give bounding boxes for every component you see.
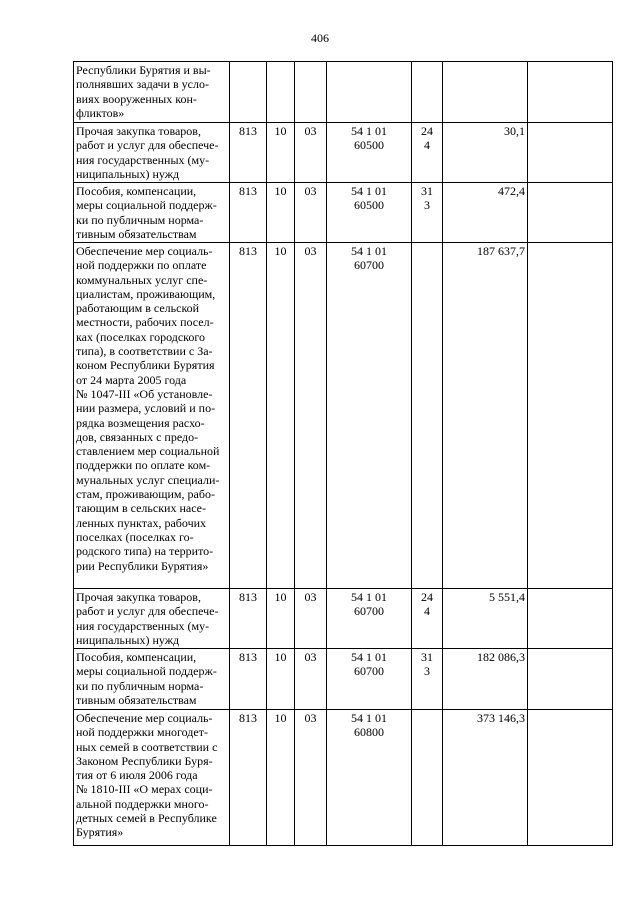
name-line: циалистам, проживающим, — [76, 286, 216, 301]
name-line: ниципальных) нужд — [76, 632, 180, 647]
name-line: стам, проживающим, рабо- — [76, 487, 215, 502]
name-line: от 24 марта 2005 года — [76, 372, 187, 387]
name-line: Пособия, компенсации, — [76, 650, 197, 664]
name-line: мунальных услуг специали- — [76, 472, 220, 487]
cell-subsection-code: 03 — [295, 589, 327, 649]
name-line: меры социальной поддерж- — [76, 664, 217, 679]
name-line: коммунальных услуг спе- — [76, 272, 208, 287]
cell-target-article — [327, 62, 412, 123]
expense-line: 24 — [421, 590, 433, 604]
cell-subsection-code: 03 — [295, 123, 327, 183]
name-line: работ и услуг для обеспече- — [76, 604, 219, 619]
expense-line: 24 — [421, 124, 433, 138]
name-line: рии Республики Бурятия» — [76, 558, 209, 573]
table-row — [74, 243, 613, 589]
cell-section-code — [267, 62, 295, 123]
name-line: Республики Бурятия и вы- — [76, 63, 211, 77]
name-line: виях вооруженных кон- — [76, 91, 197, 106]
cell-name — [74, 62, 230, 123]
article-line: 60500 — [354, 138, 384, 153]
name-line: ки по публичным норма- — [76, 678, 204, 693]
name-line: Прочая закупка товаров, — [76, 124, 201, 138]
article-line: 60700 — [354, 664, 384, 679]
article-line: 54 1 01 — [351, 184, 387, 198]
cell-subsection-code: 03 — [295, 710, 327, 846]
article-line: 54 1 01 — [351, 124, 387, 138]
cell-section-code: 10 — [267, 589, 295, 649]
name-line: ниципальных) нужд — [76, 166, 180, 181]
cell-ministry-code: 813 — [230, 183, 267, 243]
name-line: ния государственных (му- — [76, 152, 210, 167]
cell-extra — [528, 649, 613, 710]
name-line: тивным обязательствам — [76, 226, 197, 241]
cell-section-code: 10 — [267, 123, 295, 183]
name-line: № 1047-III «Об установле- — [76, 386, 213, 401]
article-line: 60500 — [354, 198, 384, 213]
cell-ministry-code: 813 — [230, 710, 267, 846]
cell-extra — [528, 710, 613, 846]
table-body — [74, 62, 613, 846]
expense-line: 31 — [421, 650, 433, 664]
name-line: работ и услуг для обеспече- — [76, 138, 219, 153]
cell-name — [74, 649, 230, 710]
name-line: ленных пунктах, рабочих — [76, 515, 207, 530]
cell-section-code: 10 — [267, 183, 295, 243]
article-line: 54 1 01 — [351, 244, 387, 258]
name-line: Бурятия» — [76, 825, 124, 840]
cell-name — [74, 183, 230, 243]
cell-expense-type — [412, 710, 443, 846]
cell-ministry-code: 813 — [230, 649, 267, 710]
expense-line: 31 — [421, 184, 433, 198]
cell-target-article — [327, 649, 412, 710]
cell-ministry-code: 813 — [230, 589, 267, 649]
cell-expense-type — [412, 589, 443, 649]
expense-line: 4 — [424, 138, 430, 153]
cell-amount: 373 146,3 — [443, 710, 528, 846]
cell-section-code: 10 — [267, 243, 295, 589]
name-line: тающим в сельских насе- — [76, 501, 206, 516]
cell-extra — [528, 62, 613, 123]
table-row — [74, 123, 613, 183]
table-row — [74, 183, 613, 243]
name-line: ной поддержки по оплате — [76, 258, 207, 273]
name-line: альной поддержки много- — [76, 796, 209, 811]
name-line: № 1810-III «О мерах соци- — [76, 782, 213, 797]
cell-target-article — [327, 589, 412, 649]
name-line: меры социальной поддерж- — [76, 198, 217, 213]
name-line: рядка возмещения расхо- — [76, 415, 205, 430]
name-line: Пособия, компенсации, — [76, 184, 197, 198]
cell-name — [74, 710, 230, 846]
name-line: коном Республики Бурятия — [76, 358, 215, 373]
budget-table — [73, 61, 613, 846]
cell-amount: 5 551,4 — [443, 589, 528, 649]
name-line: поддержки по оплате ком- — [76, 458, 211, 473]
cell-name — [74, 123, 230, 183]
cell-expense-type — [412, 123, 443, 183]
cell-extra — [528, 183, 613, 243]
article-line: 60800 — [354, 725, 384, 740]
name-line: Законом Республики Буря- — [76, 753, 213, 768]
expense-line: 3 — [424, 198, 430, 213]
name-line: детных семей в Республике — [76, 811, 217, 826]
name-line: Обеспечение мер социаль- — [76, 711, 213, 725]
article-line: 54 1 01 — [351, 650, 387, 664]
name-line: ния государственных (му- — [76, 618, 210, 633]
cell-extra — [528, 243, 613, 589]
table-row — [74, 649, 613, 710]
cell-amount — [443, 62, 528, 123]
name-line: местности, рабочих посел- — [76, 315, 214, 330]
table-row — [74, 710, 613, 846]
name-line: работающим в сельской — [76, 301, 200, 316]
expense-line: 4 — [424, 604, 430, 619]
cell-name — [74, 243, 230, 589]
article-line: 54 1 01 — [351, 590, 387, 604]
article-line: 60700 — [354, 604, 384, 619]
cell-expense-type — [412, 183, 443, 243]
name-line: полнявших задачи в усло- — [76, 77, 209, 92]
cell-subsection-code: 03 — [295, 183, 327, 243]
name-line: ки по публичным норма- — [76, 212, 204, 227]
cell-amount: 30,1 — [443, 123, 528, 183]
name-line: ной поддержки многодет- — [76, 725, 208, 740]
cell-section-code: 10 — [267, 649, 295, 710]
cell-expense-type — [412, 62, 443, 123]
cell-expense-type — [412, 243, 443, 589]
cell-amount: 472,4 — [443, 183, 528, 243]
name-line: тия от 6 июля 2006 года — [76, 768, 198, 783]
cell-ministry-code: 813 — [230, 123, 267, 183]
article-line: 54 1 01 — [351, 711, 387, 725]
table-row — [74, 62, 613, 123]
cell-target-article — [327, 710, 412, 846]
cell-subsection-code — [295, 62, 327, 123]
expense-line: 3 — [424, 664, 430, 679]
cell-extra — [528, 123, 613, 183]
name-line: Обеспечение мер социаль- — [76, 244, 213, 258]
name-line: дов, связанных с предо- — [76, 429, 199, 444]
cell-subsection-code: 03 — [295, 243, 327, 589]
article-line: 60700 — [354, 258, 384, 273]
cell-expense-type — [412, 649, 443, 710]
cell-target-article — [327, 183, 412, 243]
name-line: родского типа) на террито- — [76, 544, 214, 559]
cell-ministry-code — [230, 62, 267, 123]
cell-target-article — [327, 123, 412, 183]
name-line: нии размера, условий и по- — [76, 401, 216, 416]
name-line: ных семей в соответствии с — [76, 739, 218, 754]
name-line: фликтов» — [76, 105, 125, 120]
name-line: Прочая закупка товаров, — [76, 590, 201, 604]
name-line: поселках (поселках го- — [76, 529, 194, 544]
name-line: тивным обязательствам — [76, 692, 197, 707]
page-number: 406 — [311, 31, 329, 45]
cell-amount: 187 637,7 — [443, 243, 528, 589]
cell-ministry-code: 813 — [230, 243, 267, 589]
cell-extra — [528, 589, 613, 649]
name-line: ках (поселках городского — [76, 329, 206, 344]
name-line: типа), в соответствии с За- — [76, 344, 213, 359]
cell-amount: 182 086,3 — [443, 649, 528, 710]
cell-name — [74, 589, 230, 649]
table-row — [74, 589, 613, 649]
cell-target-article — [327, 243, 412, 589]
cell-subsection-code: 03 — [295, 649, 327, 710]
name-line: ставлением мер социальной — [76, 444, 220, 459]
cell-section-code: 10 — [267, 710, 295, 846]
